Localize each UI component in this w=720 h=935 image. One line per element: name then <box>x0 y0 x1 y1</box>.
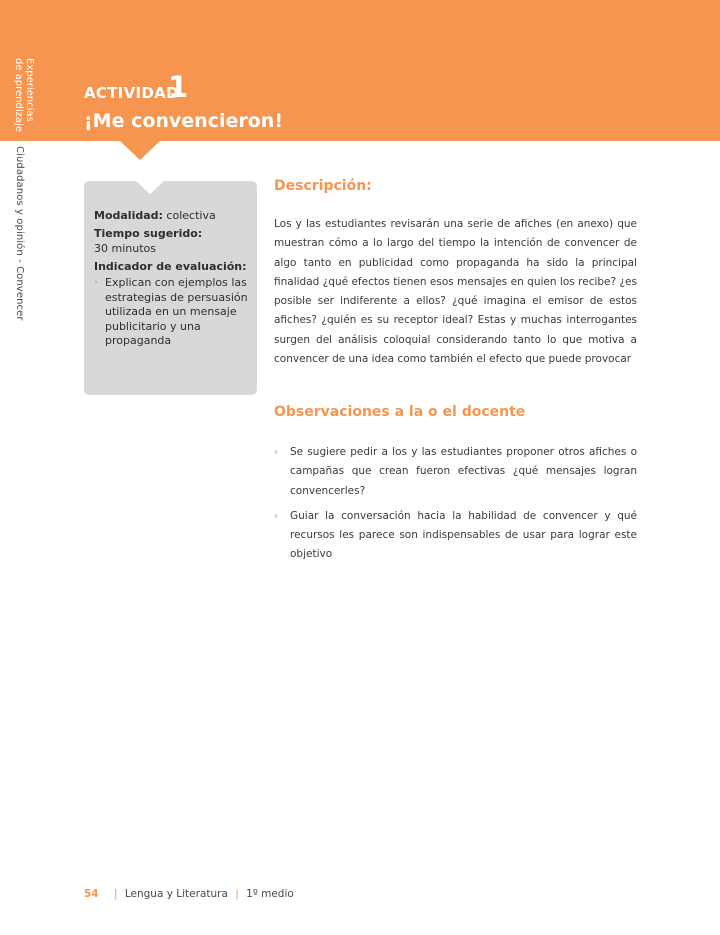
description-title: Descripción: <box>274 178 372 194</box>
side-label-line1: Experiencias <box>24 58 35 122</box>
observation-text: Se sugiere pedir a los y las estudiantes proponer otros afiches o campañas que crean fueron efectivas ¿qué mensajes logran convencerles? <box>290 446 637 497</box>
description-text: Los y las estudiantes revisarán una serie de afiches (en anexo) que muestran cómo a lo largo del tiempo la intención de convencer de algo tanto en publicidad como propaganda ha sido la principal finalidad ¿qué efectos tienen esos mensajes en quien los recibe? ¿es posible ser indiferente a ellos? ¿qué imagina el emisor de estos afiches? ¿quién es su receptor ideal? Estas y muchas interrogantes surgen del análisis coloquial considerando tanto lo que motiva a convencer de una idea como también el efecto que puede provocar <box>274 218 637 366</box>
list-item <box>274 443 637 501</box>
side-label-section <box>11 58 35 132</box>
banner-notch <box>120 141 160 160</box>
info-box-notch <box>136 181 164 194</box>
side-label-unit: Ciudadanos y opinión - Convencer <box>14 146 25 321</box>
bullet-chevron-icon: › <box>94 277 98 288</box>
tiempo-value: 30 minutos <box>94 241 156 255</box>
list-item <box>94 276 252 349</box>
footer-subject: Lengua y Literatura <box>124 888 228 900</box>
observations-list <box>274 443 637 571</box>
observation-text: Guiar la conversación hacia la habilidad de convencer y qué recursos les parece son indispensables de usar para lograr este objetivo <box>290 509 637 561</box>
activity-number: 1 <box>168 70 189 104</box>
activity-title: ¡Me convencieron! <box>84 110 283 132</box>
side-label-line2: de aprendizaje <box>13 58 24 132</box>
footer-separator: | <box>113 888 118 900</box>
bullet-chevron-icon: › <box>274 510 278 522</box>
observations-title: Observaciones a la o el docente <box>274 404 526 420</box>
modalidad-label: Modalidad: <box>94 209 163 222</box>
bullet-chevron-icon: › <box>274 447 278 458</box>
page-footer <box>84 888 294 900</box>
tiempo-label: Tiempo sugerido: <box>94 227 203 240</box>
list-item <box>274 507 637 565</box>
indicador-label: Indicador de evaluación: <box>94 259 247 273</box>
modalidad-value: colectiva <box>166 209 216 222</box>
tiempo-row <box>94 227 252 256</box>
info-box-content <box>94 209 252 352</box>
indicador-row <box>94 260 252 349</box>
footer-level: 1º medio <box>246 888 294 900</box>
indicador-item-text: Explican con ejemplos las estrategias de persuasión utilizada en un mensaje publicitario y una propaganda <box>105 276 248 347</box>
modalidad-row <box>94 209 252 224</box>
activity-label: ACTIVIDAD <box>84 84 179 102</box>
page-number: 54 <box>84 888 99 900</box>
footer-separator: | <box>235 888 239 900</box>
